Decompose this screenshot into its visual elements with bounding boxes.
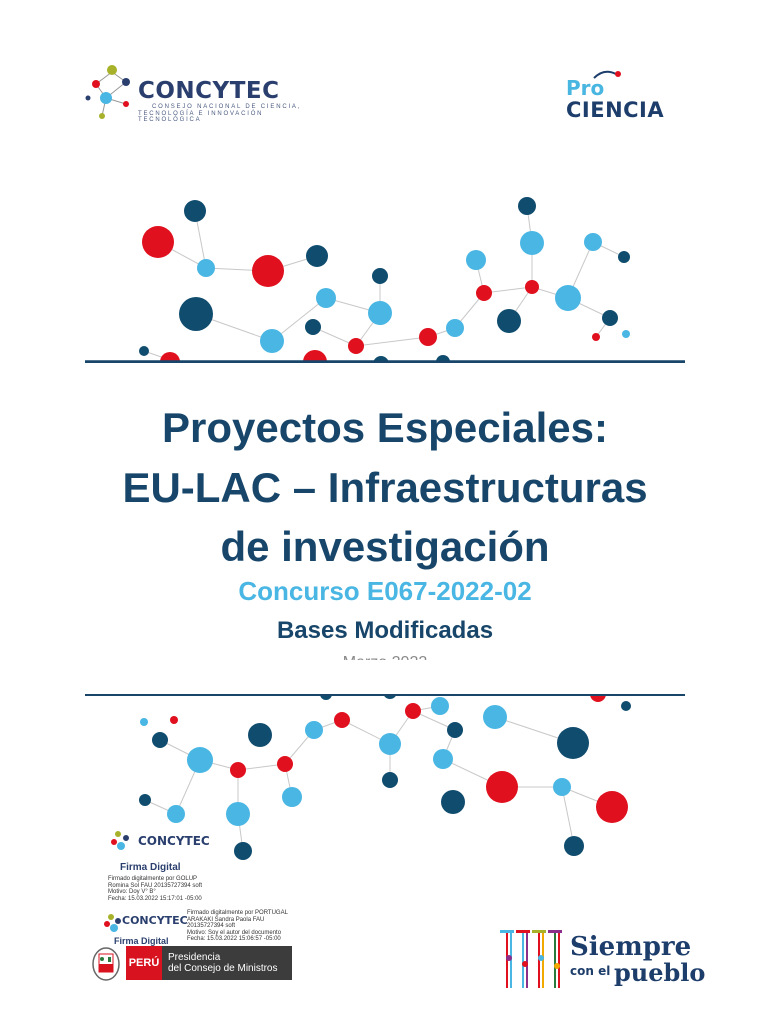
peru-coat-of-arms-icon xyxy=(90,942,122,984)
siempre-con-el-pueblo-logo xyxy=(498,928,706,996)
signature-1-line-4: Fecha: 15.03.2022 15:17:01 -05:00 xyxy=(108,895,202,902)
top-molecule-decoration xyxy=(0,190,770,370)
prociencia-ciencia: CIENCIA xyxy=(566,98,665,122)
pcm-label xyxy=(162,946,292,980)
signature-1-line-3: Motivo: Doy V° B° xyxy=(108,889,156,896)
top-mask xyxy=(0,362,770,382)
concytec-subtitle-1: CONSEJO NACIONAL DE CIENCIA, xyxy=(152,104,302,110)
siempre-text: Siempre xyxy=(570,932,692,962)
signature-1-details xyxy=(108,876,288,902)
signature-2-details xyxy=(187,910,337,943)
signature-2-line-2: ARAKAKI Sandra Paola FAU xyxy=(187,916,265,923)
prociencia-pro: Pro xyxy=(566,76,605,100)
signature-2-concytec: CONCYTEC xyxy=(122,914,188,927)
concytec-mini-icon xyxy=(108,828,136,856)
con-el-text: con el xyxy=(570,964,611,978)
signature-2-line-3: 20135727394 soft xyxy=(187,923,236,930)
top-divider xyxy=(85,361,685,363)
concytec-network-icon xyxy=(82,60,142,126)
pcm-line-1: Presidencia xyxy=(168,952,221,963)
title-line-3: de investigación xyxy=(220,523,550,570)
title-line-1: Proyectos Especiales: xyxy=(162,404,608,451)
pcm-logo xyxy=(90,942,300,984)
signature-1-concytec: CONCYTEC xyxy=(138,834,210,848)
bottom-mask xyxy=(0,660,770,694)
title-line-2: EU-LAC – Infraestructuras xyxy=(122,464,648,511)
tassel-figures-icon xyxy=(498,928,564,994)
signature-2-firma-label: Firma Digital xyxy=(114,936,169,946)
signature-2-line-5: Fecha: 15.03.2022 15:06:57 -05:00 xyxy=(187,936,281,943)
signature-1-logo xyxy=(108,828,218,858)
prociencia-logo xyxy=(566,66,696,124)
concytec-name: CONCYTEC xyxy=(138,78,280,104)
concytec-subtitle-2: TECNOLOGÍA E INNOVACIÓN TECNOLÓGICA xyxy=(138,111,264,123)
peru-label: PERÚ xyxy=(126,946,162,980)
signature-1-line-2: Romina Sol FAU 20135727394 soft xyxy=(108,882,203,889)
concurso-subtitle: Concurso E067-2022-02 xyxy=(238,576,532,606)
concytec-logo xyxy=(82,60,312,126)
bases-subtitle: Bases Modificadas xyxy=(276,617,494,644)
bottom-divider xyxy=(85,694,685,696)
signature-2-line-1: Firmado digitalmente por PORTUGAL xyxy=(187,910,288,916)
pcm-line-2: del Consejo de Ministros xyxy=(168,963,278,974)
signature-2-logo xyxy=(102,910,188,938)
pueblo-text: pueblo xyxy=(614,958,706,987)
signature-1-line-1: Firmado digitalmente por GOLUP xyxy=(108,876,198,882)
signature-1-firma-label: Firma Digital xyxy=(120,862,181,873)
signature-2-line-4: Motivo: Soy el autor del documento xyxy=(187,929,282,936)
